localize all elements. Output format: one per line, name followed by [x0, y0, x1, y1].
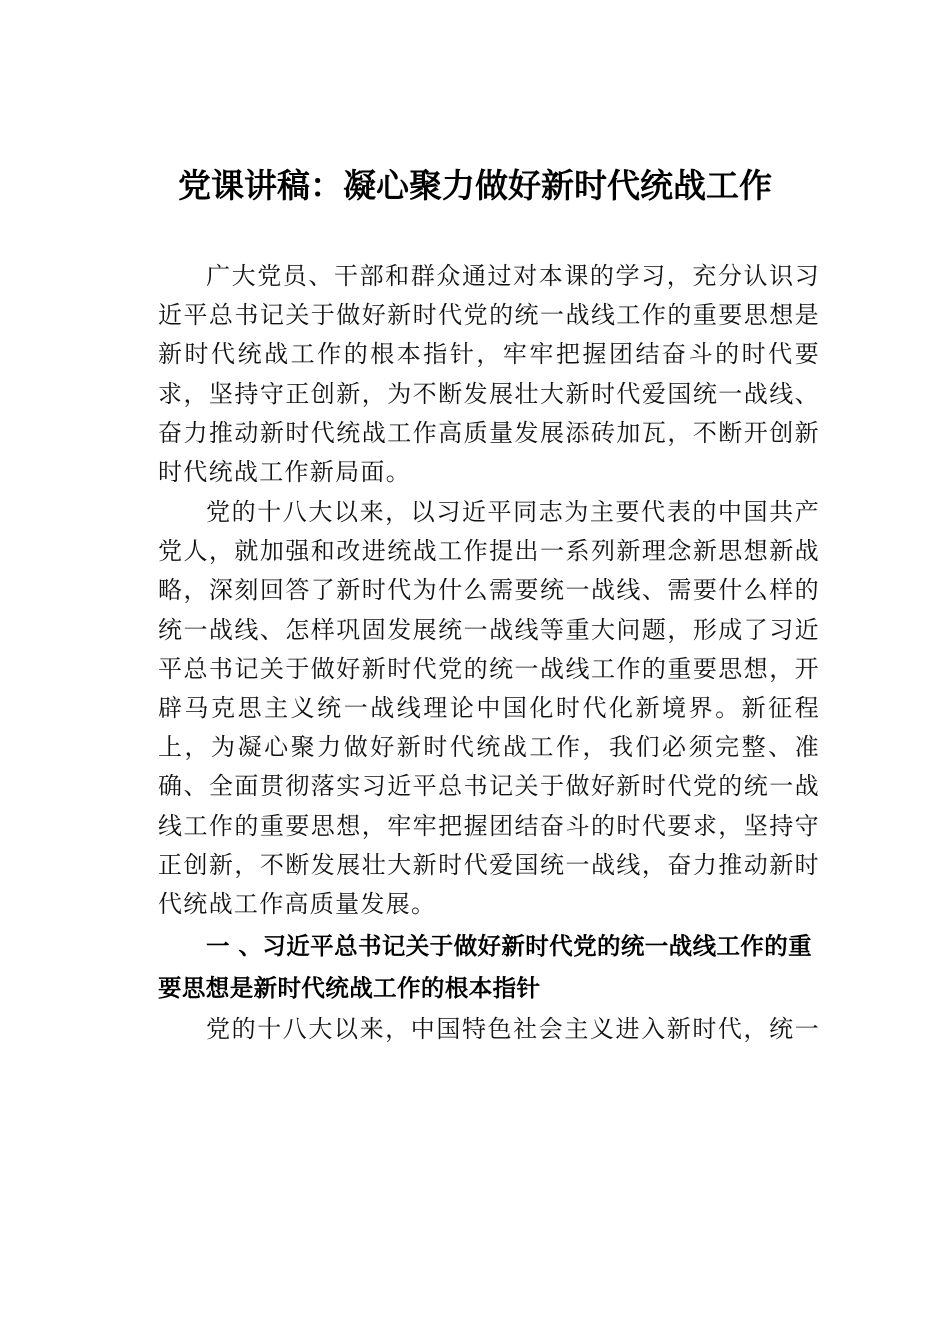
document-title: 党课讲稿：凝心聚力做好新时代统战工作	[178, 166, 772, 205]
paragraph-intro: 广大党员、干部和群众通过对本课的学习，充分认识习近平总书记关于做好新时代党的统一战线工作的重要思想是新时代统战工作的根本指针，牢牢把握团结奋斗的时代要求，坚持守正创新，为不断发展壮大新时代爱国统一战线、奋力推动新时代统战工作高质量发展添砖加瓦，不断开创新时代统战工作新局面。	[158, 262, 820, 487]
paragraph-background: 党的十八大以来，以习近平同志为主要代表的中国共产党人，就加强和改进统战工作提出一系列新理念新思想新战略，深刻回答了新时代为什么需要统一战线、需要什么样的统一战线、怎样巩固发展统一战线等重大问题，形成了习近平总书记关于做好新时代党的统一战线工作的重要思想，开辟马克思主义统一战线理论中国化时代化新境界。新征程上，为凝心聚力做好新时代统战工作，我们必须完整、准确、全面贯彻落实习近平总书记关于做好新时代党的统一战线工作的重要思想，牢牢把握团结奋斗的时代要求，坚持守正创新，不断发展壮大新时代爱国统一战线，奋力推动新时代统战工作高质量发展。	[158, 498, 820, 919]
paragraph-section-1-start: 党的十八大以来，中国特色社会主义进入新时代，统一	[206, 1015, 820, 1043]
section-heading-1: 一 、习近平总书记关于做好新时代党的统一战线工作的重要思想是新时代统战工作的根本指针	[158, 932, 813, 1002]
